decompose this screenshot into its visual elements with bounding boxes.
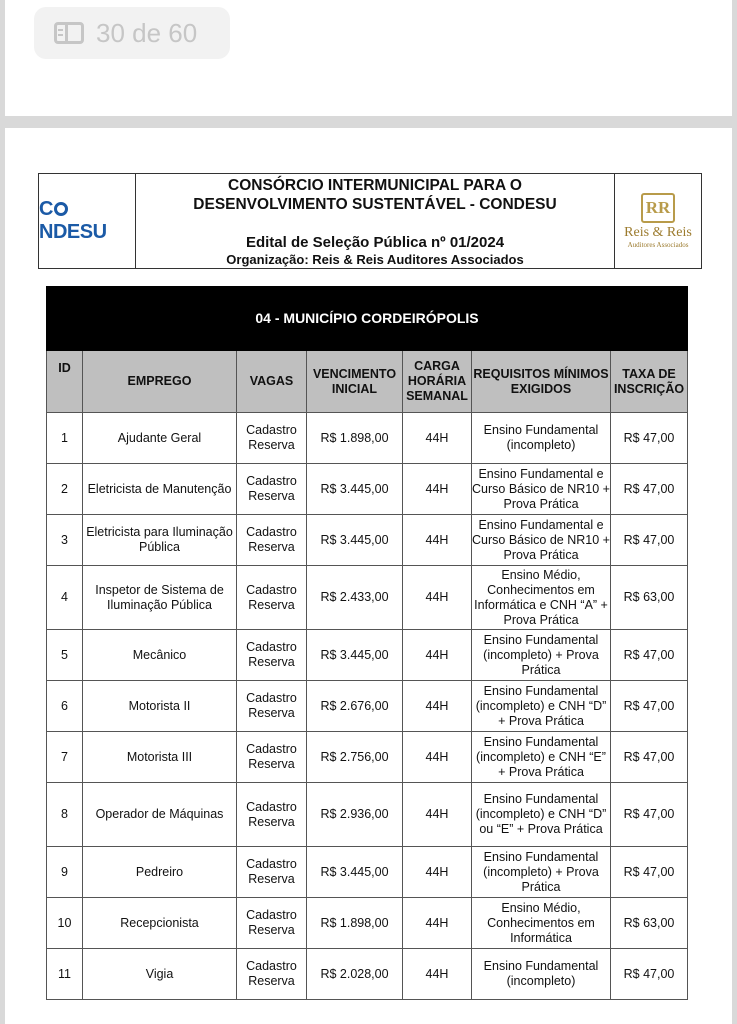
cell-requisitos: Ensino Fundamental e Curso Básico de NR10 + Prova Prática xyxy=(472,515,611,566)
table-row xyxy=(47,630,688,681)
cell-id: 10 xyxy=(47,898,83,949)
cell-carga: 44H xyxy=(403,464,472,515)
cell-carga: 44H xyxy=(403,847,472,898)
cell-requisitos: Ensino Fundamental (incompleto) e CNH “E” + Prova Prática xyxy=(472,732,611,783)
cell-vencimento: R$ 2.936,00 xyxy=(307,783,403,847)
organizacao-line: Organização: Reis & Reis Auditores Associados xyxy=(226,252,524,267)
cell-carga: 44H xyxy=(403,783,472,847)
cell-carga: 44H xyxy=(403,949,472,1000)
document-header xyxy=(38,173,702,269)
col-header-emprego: EMPREGO xyxy=(83,351,237,413)
edital-title: Edital de Seleção Pública nº 01/2024 xyxy=(245,234,505,251)
cell-vencimento: R$ 2.028,00 xyxy=(307,949,403,1000)
cell-taxa: R$ 47,00 xyxy=(611,732,688,783)
cell-emprego: Recepcionista xyxy=(83,898,237,949)
cell-vencimento: R$ 2.756,00 xyxy=(307,732,403,783)
col-header-carga: CARGA HORÁRIA SEMANAL xyxy=(403,351,472,413)
col-header-vencimento: VENCIMENTO INICIAL xyxy=(307,351,403,413)
cell-vagas: Cadastro Reserva xyxy=(237,898,307,949)
cell-vencimento: R$ 1.898,00 xyxy=(307,413,403,464)
cell-vagas: Cadastro Reserva xyxy=(237,566,307,630)
page-counter[interactable] xyxy=(34,7,230,59)
reis-logo-name: Reis & Reis xyxy=(624,225,692,240)
cell-taxa: R$ 63,00 xyxy=(611,898,688,949)
table-row xyxy=(47,847,688,898)
condesu-logo: CNDESU xyxy=(39,198,107,243)
cell-requisitos: Ensino Fundamental (incompleto) + Prova Prática xyxy=(472,847,611,898)
cell-id: 3 xyxy=(47,515,83,566)
municipio-banner: 04 - MUNICÍPIO CORDEIRÓPOLIS xyxy=(47,287,688,351)
cell-vagas: Cadastro Reserva xyxy=(237,847,307,898)
cell-requisitos: Ensino Fundamental (incompleto) xyxy=(472,949,611,1000)
cell-id: 7 xyxy=(47,732,83,783)
header-title-line1: CONSÓRCIO INTERMUNICIPAL PARA O xyxy=(228,177,522,194)
page-counter-label: 30 de 60 xyxy=(96,17,198,48)
cell-emprego: Vigia xyxy=(83,949,237,1000)
cell-emprego: Operador de Máquinas xyxy=(83,783,237,847)
header-title-block xyxy=(136,174,614,268)
cell-id: 2 xyxy=(47,464,83,515)
logo-circle-icon xyxy=(54,202,68,216)
cell-vencimento: R$ 3.445,00 xyxy=(307,515,403,566)
col-header-requisitos: REQUISITOS MÍNIMOS EXIGIDOS xyxy=(472,351,611,413)
col-header-id: ID xyxy=(47,351,83,413)
cell-vencimento: R$ 2.433,00 xyxy=(307,566,403,630)
cell-vagas: Cadastro Reserva xyxy=(237,630,307,681)
cell-id: 11 xyxy=(47,949,83,1000)
cell-carga: 44H xyxy=(403,681,472,732)
cell-id: 5 xyxy=(47,630,83,681)
table-row xyxy=(47,413,688,464)
cell-emprego: Motorista II xyxy=(83,681,237,732)
vagas-table xyxy=(46,286,688,1000)
cell-vagas: Cadastro Reserva xyxy=(237,515,307,566)
cell-id: 8 xyxy=(47,783,83,847)
cell-requisitos: Ensino Fundamental e Curso Básico de NR10 + Prova Prática xyxy=(472,464,611,515)
cell-requisitos: Ensino Médio, Conhecimentos em Informática e CNH “A” + Prova Prática xyxy=(472,566,611,630)
table-row xyxy=(47,681,688,732)
table-row xyxy=(47,464,688,515)
table-row xyxy=(47,898,688,949)
cell-vencimento: R$ 2.676,00 xyxy=(307,681,403,732)
cell-vagas: Cadastro Reserva xyxy=(237,681,307,732)
cell-taxa: R$ 47,00 xyxy=(611,783,688,847)
cell-emprego: Inspetor de Sistema de Iluminação Pública xyxy=(83,566,237,630)
reis-emblem-icon: RR xyxy=(641,193,675,223)
cell-taxa: R$ 47,00 xyxy=(611,630,688,681)
cell-taxa: R$ 47,00 xyxy=(611,681,688,732)
cell-vagas: Cadastro Reserva xyxy=(237,413,307,464)
cell-id: 4 xyxy=(47,566,83,630)
table-row xyxy=(47,732,688,783)
cell-id: 6 xyxy=(47,681,83,732)
cell-requisitos: Ensino Fundamental (incompleto) e CNH “D” ou “E” + Prova Prática xyxy=(472,783,611,847)
col-header-taxa: TAXA DE INSCRIÇÃO xyxy=(611,351,688,413)
cell-requisitos: Ensino Médio, Conhecimentos em Informática xyxy=(472,898,611,949)
page-thumbnails-icon xyxy=(54,22,84,44)
cell-taxa: R$ 47,00 xyxy=(611,847,688,898)
cell-vencimento: R$ 3.445,00 xyxy=(307,464,403,515)
cell-taxa: R$ 63,00 xyxy=(611,566,688,630)
cell-requisitos: Ensino Fundamental (incompleto) xyxy=(472,413,611,464)
table-row xyxy=(47,566,688,630)
table-row xyxy=(47,515,688,566)
cell-taxa: R$ 47,00 xyxy=(611,949,688,1000)
cell-emprego: Eletricista para Iluminação Pública xyxy=(83,515,237,566)
cell-taxa: R$ 47,00 xyxy=(611,464,688,515)
cell-vagas: Cadastro Reserva xyxy=(237,464,307,515)
cell-carga: 44H xyxy=(403,566,472,630)
cell-vencimento: R$ 1.898,00 xyxy=(307,898,403,949)
reis-logo-cell xyxy=(614,174,701,268)
cell-vagas: Cadastro Reserva xyxy=(237,732,307,783)
table-row xyxy=(47,949,688,1000)
cell-carga: 44H xyxy=(403,515,472,566)
cell-id: 9 xyxy=(47,847,83,898)
cell-carga: 44H xyxy=(403,898,472,949)
cell-emprego: Mecânico xyxy=(83,630,237,681)
cell-vagas: Cadastro Reserva xyxy=(237,783,307,847)
cell-carga: 44H xyxy=(403,630,472,681)
cell-emprego: Ajudante Geral xyxy=(83,413,237,464)
cell-vagas: Cadastro Reserva xyxy=(237,949,307,1000)
cell-emprego: Eletricista de Manutenção xyxy=(83,464,237,515)
cell-requisitos: Ensino Fundamental (incompleto) e CNH “D” + Prova Prática xyxy=(472,681,611,732)
col-header-vagas: VAGAS xyxy=(237,351,307,413)
cell-carga: 44H xyxy=(403,413,472,464)
cell-taxa: R$ 47,00 xyxy=(611,413,688,464)
header-title-line2: DESENVOLVIMENTO SUSTENTÁVEL - CONDESU xyxy=(193,196,557,213)
condesu-logo-cell xyxy=(39,174,136,268)
cell-vencimento: R$ 3.445,00 xyxy=(307,630,403,681)
cell-vencimento: R$ 3.445,00 xyxy=(307,847,403,898)
cell-carga: 44H xyxy=(403,732,472,783)
cell-requisitos: Ensino Fundamental (incompleto) + Prova Prática xyxy=(472,630,611,681)
cell-emprego: Motorista III xyxy=(83,732,237,783)
reis-logo-sub: Auditores Associados xyxy=(627,241,689,249)
cell-emprego: Pedreiro xyxy=(83,847,237,898)
cell-taxa: R$ 47,00 xyxy=(611,515,688,566)
table-row xyxy=(47,783,688,847)
cell-id: 1 xyxy=(47,413,83,464)
